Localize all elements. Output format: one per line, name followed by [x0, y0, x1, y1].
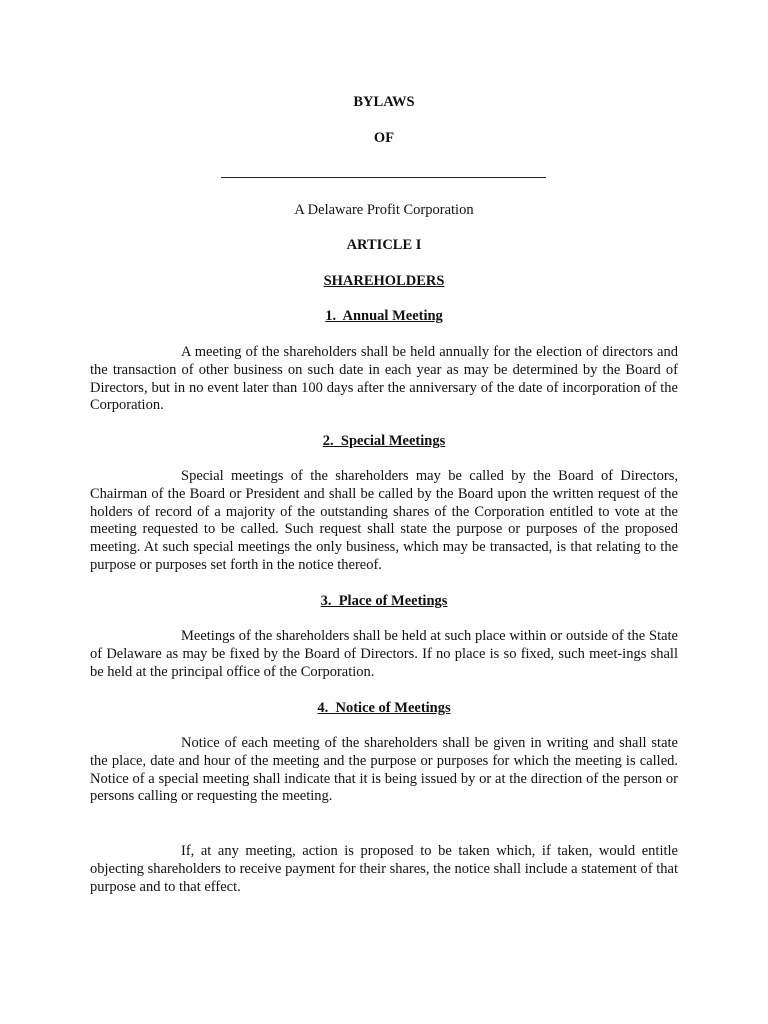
- document-title: BYLAWS: [353, 94, 415, 110]
- article-title: ARTICLE I: [346, 237, 422, 253]
- document-title-of: OF: [373, 130, 395, 146]
- paragraph-place-of-meetings: Meetings of the shareholders shall be held at such place within or outside of the State of Delaware as may be fixed by the Board of Directors. If no place is so fixed, such meet-ings shall be held at the principal office of the Corporation.: [90, 628, 678, 680]
- paragraph-notice-of-meetings: Notice of each meeting of the shareholders shall be given in writing and shall state the place, date and hour of the meeting and the purpose or purposes for which the meeting is called. Notice of a special meeting shall indicate that it is being issued by or at the direction of the person or persons calling or requesting the meeting.: [90, 735, 678, 805]
- corporation-name-blank: [221, 177, 546, 178]
- section-heading-notice-of-meetings: 4. Notice of Meetings: [317, 700, 451, 716]
- section-heading-special-meetings: 2. Special Meetings: [322, 433, 446, 449]
- document-subtitle: A Delaware Profit Corporation: [294, 202, 474, 218]
- paragraph-notice-payment: If, at any meeting, action is proposed to be taken which, if taken, would entitle objecting shareholders to receive payment for their shares, the notice shall include a statement of that purpose and to that effect.: [90, 843, 678, 895]
- section-heading-annual-meeting: 1. Annual Meeting: [325, 308, 443, 324]
- paragraph-special-meetings: Special meetings of the shareholders may be called by the Board of Directors, Chairman of the Board or President and shall be called by the Board upon the written request of the holders of record of a majority of the outstanding shares of the Corporation entitled to vote at the meeting requested to be called. Such request shall state the purpose or purposes of the proposed meeting. At such special meetings the only business, which may be transacted, is that relating to the purpose or purposes set forth in the notice thereof.: [90, 468, 678, 573]
- section-heading-place-of-meetings: 3. Place of Meetings: [320, 593, 448, 609]
- article-heading: SHAREHOLDERS: [323, 273, 445, 289]
- paragraph-annual-meeting: A meeting of the shareholders shall be held annually for the election of directors and the transaction of other business on such date in each year as may be determined by the Board of Directors, but in no event later than 100 days after the anniversary of the date of incorporation of the Corporation.: [90, 344, 678, 414]
